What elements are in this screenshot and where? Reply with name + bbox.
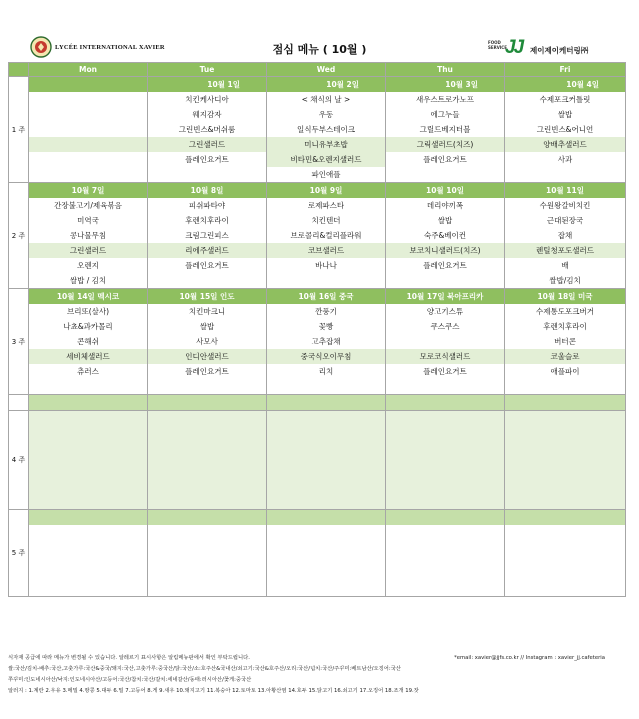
menu-item: 꽃빵 xyxy=(318,322,334,331)
day-cell xyxy=(267,411,386,510)
day-date: 10월 14일 멕시코 xyxy=(29,289,147,304)
day-cell xyxy=(267,183,386,289)
menu-item xyxy=(29,137,147,152)
day-cell xyxy=(386,510,505,597)
menu-item: 플레인요거트 xyxy=(423,261,467,270)
menu-item xyxy=(148,167,266,182)
menu-item: 데리야끼폭 xyxy=(426,201,464,210)
menu-item: 그린샐러드 xyxy=(148,137,266,152)
day-cell xyxy=(505,411,626,510)
day-cell xyxy=(148,411,267,510)
menu-item xyxy=(29,152,147,167)
allergy-line: 알러지 : 1.계란 2.우유 3.메밀 4.땅콩 5.대두 6.밀 7.고등어 8.게 9.새우 10.돼지고기 11.복숭아 12.토마토 13.아황산염 14.호두 15.닭고기 16.쇠고기 17.오징어 18.조개 19.잣 xyxy=(8,688,419,694)
menu-item xyxy=(386,167,504,182)
week-row xyxy=(9,183,626,289)
menu-item: 양고기스튜 xyxy=(426,307,464,316)
day-cell xyxy=(29,77,148,183)
day-date: 10월 10일 xyxy=(386,183,504,198)
week-label: 2 주 xyxy=(9,183,29,289)
week-row xyxy=(9,77,626,183)
menu-item: 쿠스쿠스 xyxy=(430,322,460,331)
menu-item xyxy=(29,92,147,107)
day-cell xyxy=(148,289,267,395)
day-date: 10월 15일 인도 xyxy=(148,289,266,304)
menu-item: 웨지감자 xyxy=(192,110,222,119)
brand-name: 제이제이케터링㈜ xyxy=(530,46,589,55)
menu-item: 플레인요거트 xyxy=(185,367,229,376)
menu-item: 근대된장국 xyxy=(546,216,584,225)
footer-row xyxy=(8,653,625,664)
menu-item xyxy=(29,379,147,394)
day-header-mon: Mon xyxy=(29,63,148,77)
day-date: 10월 9일 xyxy=(267,183,385,198)
day-date: 10월 8일 xyxy=(148,183,266,198)
day-date: 10월 16일 중국 xyxy=(267,289,385,304)
footer xyxy=(8,653,625,697)
menu-item: 나쵸&과카몰리 xyxy=(63,322,113,331)
menu-item: 리에주샐러드 xyxy=(148,243,266,258)
menu-item: 버터콘 xyxy=(554,337,576,346)
menu-item: 코울슬로 xyxy=(505,349,625,364)
day-date: 10월 7일 xyxy=(29,183,147,198)
menu-item xyxy=(29,107,147,122)
menu-item: 새우스트로가노프 xyxy=(416,95,474,104)
menu-item: 치킨마크니 xyxy=(188,307,226,316)
menu-item: 수제포크커틀릿 xyxy=(539,95,591,104)
day-header-wed: Wed xyxy=(267,63,386,77)
day-cell xyxy=(386,183,505,289)
menu-item xyxy=(386,334,504,349)
menu-item: 쌀밥 xyxy=(557,110,573,119)
corner-cell xyxy=(9,63,29,77)
day-cell xyxy=(505,77,626,183)
menu-item: 사모사 xyxy=(196,337,218,346)
week-row xyxy=(9,411,626,510)
menu-item: 쌀밥 / 김치 xyxy=(69,276,107,285)
menu-item: 크림그린피스 xyxy=(185,231,229,240)
day-cell xyxy=(148,183,267,289)
menu-item xyxy=(386,379,504,394)
day-header-fri: Fri xyxy=(505,63,626,77)
menu-item: 양배추샐러드 xyxy=(505,137,625,152)
week-row xyxy=(9,510,626,597)
day-cell xyxy=(267,289,386,395)
menu-item: 그린빈스&어니언 xyxy=(536,125,594,134)
day-cell xyxy=(386,77,505,183)
day-cell xyxy=(505,183,626,289)
menu-item xyxy=(505,379,625,394)
menu-item: 쌀밥 xyxy=(199,322,215,331)
day-date: 10월 11일 xyxy=(505,183,625,198)
menu-item: 수원왕갈비치킨 xyxy=(539,201,591,210)
day-header-tue: Tue xyxy=(148,63,267,77)
menu-item: 쌀밥 xyxy=(437,216,453,225)
footer-notice: 식자재 공급에 따라 메뉴가 변경될 수 있습니다. 알레르기 표시사항은 알림메뉴판에서 확인 부탁드립니다. xyxy=(8,655,250,661)
menu-item xyxy=(267,379,385,394)
menu-item: 숙주&베이컨 xyxy=(423,231,467,240)
origin-line-2: 쭈꾸미:인도네시아산/낙지:인도네시아산/고등어:국산/참치:국산/갈치:세네갈산/동태:러시아산/꽃게:중국산 xyxy=(8,677,252,683)
brand-small-text: FOOD SERVICE xyxy=(488,40,507,50)
menu-item xyxy=(505,167,625,182)
menu-item: 콘해쉬 xyxy=(77,337,99,346)
menu-item: 그린샐러드 xyxy=(29,243,147,258)
day-date: 10월 18일 미국 xyxy=(505,289,625,304)
day-cell xyxy=(267,510,386,597)
menu-item: 사과 xyxy=(557,155,573,164)
brand-mark: JJ xyxy=(505,37,523,58)
menu-item: 일식두부스테이크 xyxy=(297,125,355,134)
menu-item: 츄러스 xyxy=(77,367,99,376)
menu-item: 리치 xyxy=(318,367,334,376)
day-date: 10월 4일 xyxy=(505,77,625,92)
menu-item: 간장불고기/제육볶음 xyxy=(54,201,122,210)
spacer-row xyxy=(9,395,626,411)
day-date: 10월 2일 xyxy=(267,77,385,92)
menu-item: 세비체샐러드 xyxy=(29,349,147,364)
day-cell xyxy=(148,510,267,597)
menu-item: 치킨텐더 xyxy=(311,216,341,225)
day-cell xyxy=(505,510,626,597)
menu-item: < 채식의 날 > xyxy=(301,95,351,104)
day-date xyxy=(29,77,147,92)
menu-item: 미역국 xyxy=(77,216,99,225)
menu-item: 파인애플 xyxy=(311,170,341,179)
day-cell xyxy=(29,183,148,289)
menu-item: 우동 xyxy=(318,110,334,119)
day-date: 10월 17일 북아프리카 xyxy=(386,289,504,304)
week-label: 1 주 xyxy=(9,77,29,183)
menu-item: 브로콜리&컬리플라워 xyxy=(290,231,362,240)
day-cell xyxy=(505,289,626,395)
menu-item: 그릴드베지터블 xyxy=(419,125,471,134)
day-cell xyxy=(148,77,267,183)
day-cell xyxy=(267,77,386,183)
day-header-thu: Thu xyxy=(386,63,505,77)
menu-item: 콩나물무침 xyxy=(69,231,107,240)
menu-item: 렌틸청포도샐러드 xyxy=(505,243,625,258)
menu-item: 코브샐러드 xyxy=(267,243,385,258)
school-name: LYCÉE INTERNATIONAL XAVIER xyxy=(55,44,165,51)
day-cell xyxy=(29,289,148,395)
menu-item: 모로코식샐러드 xyxy=(386,349,504,364)
menu-item: 피쉬파타야 xyxy=(188,201,226,210)
menu-item: 미니유부초밥 xyxy=(267,137,385,152)
week-label: 3 주 xyxy=(9,289,29,395)
day-header-row xyxy=(9,63,626,77)
menu-item: 수제통도포크버거 xyxy=(536,307,594,316)
menu-item: 배 xyxy=(561,261,569,270)
menu-item: 플레인요거트 xyxy=(185,261,229,270)
menu-item: 로제파스타 xyxy=(307,201,345,210)
menu-item xyxy=(267,273,385,288)
footer-contact: *email: xavier@jjfs.co.kr // Instagram : xavier_jj.cafeteria xyxy=(454,655,605,661)
day-cell xyxy=(386,289,505,395)
page-title: 점심 메뉴 ( 10월 ) xyxy=(272,43,367,56)
day-date: 10월 1일 xyxy=(148,77,266,92)
menu-item: 플레인요거트 xyxy=(185,155,229,164)
menu-item: 비타민&오렌지샐러드 xyxy=(267,152,385,167)
menu-item xyxy=(148,379,266,394)
origin-line-1: 쌀:국산/김치-배추:국산,고춧가루:국산&중국/돼지:국산,고춧가루:중국산/닭:국산/소:호주산&국내산/쇠고기:국산&호주산/오리:국산/넙치:국산/주꾸미:베트남산/오징어:국산 xyxy=(8,666,401,672)
menu-item: 그릭샐러드(치즈) xyxy=(386,137,504,152)
menu-item: 플레인요거트 xyxy=(423,155,467,164)
day-cell xyxy=(386,411,505,510)
menu-item: 에그누들 xyxy=(430,110,460,119)
day-cell xyxy=(29,510,148,597)
menu-item: 고추잡채 xyxy=(311,337,341,346)
menu-item xyxy=(29,167,147,182)
menu-item: 잡채 xyxy=(557,231,573,240)
day-date: 10월 3일 xyxy=(386,77,504,92)
menu-table xyxy=(8,62,626,597)
menu-item: 애플파이 xyxy=(550,367,580,376)
menu-item: 바나나 xyxy=(315,261,337,270)
menu-item xyxy=(29,122,147,137)
menu-item xyxy=(148,273,266,288)
day-cell xyxy=(29,411,148,510)
menu-item: 후렌치후라이 xyxy=(185,216,229,225)
menu-item: 오렌지 xyxy=(77,261,99,270)
week-label: 4 주 xyxy=(9,411,29,510)
menu-item: 인디안샐러드 xyxy=(148,349,266,364)
menu-item: 플레인요거트 xyxy=(423,367,467,376)
menu-item: 깐풍기 xyxy=(315,307,337,316)
week-row xyxy=(9,289,626,395)
menu-item: 중국식오이무침 xyxy=(267,349,385,364)
menu-item: 쌀밥/김치 xyxy=(549,276,581,285)
header xyxy=(0,0,639,62)
menu-item: 그린빈스&머쉬룸 xyxy=(178,125,236,134)
caterer-logo xyxy=(488,36,628,60)
menu-item: 후렌치후라이 xyxy=(543,322,587,331)
menu-item: 브리또(살사) xyxy=(66,307,110,316)
menu-item: 보코치니샐러드(치즈) xyxy=(386,243,504,258)
menu-item: 치킨케사디아 xyxy=(185,95,229,104)
week-label: 5 주 xyxy=(9,510,29,597)
menu-item xyxy=(386,273,504,288)
